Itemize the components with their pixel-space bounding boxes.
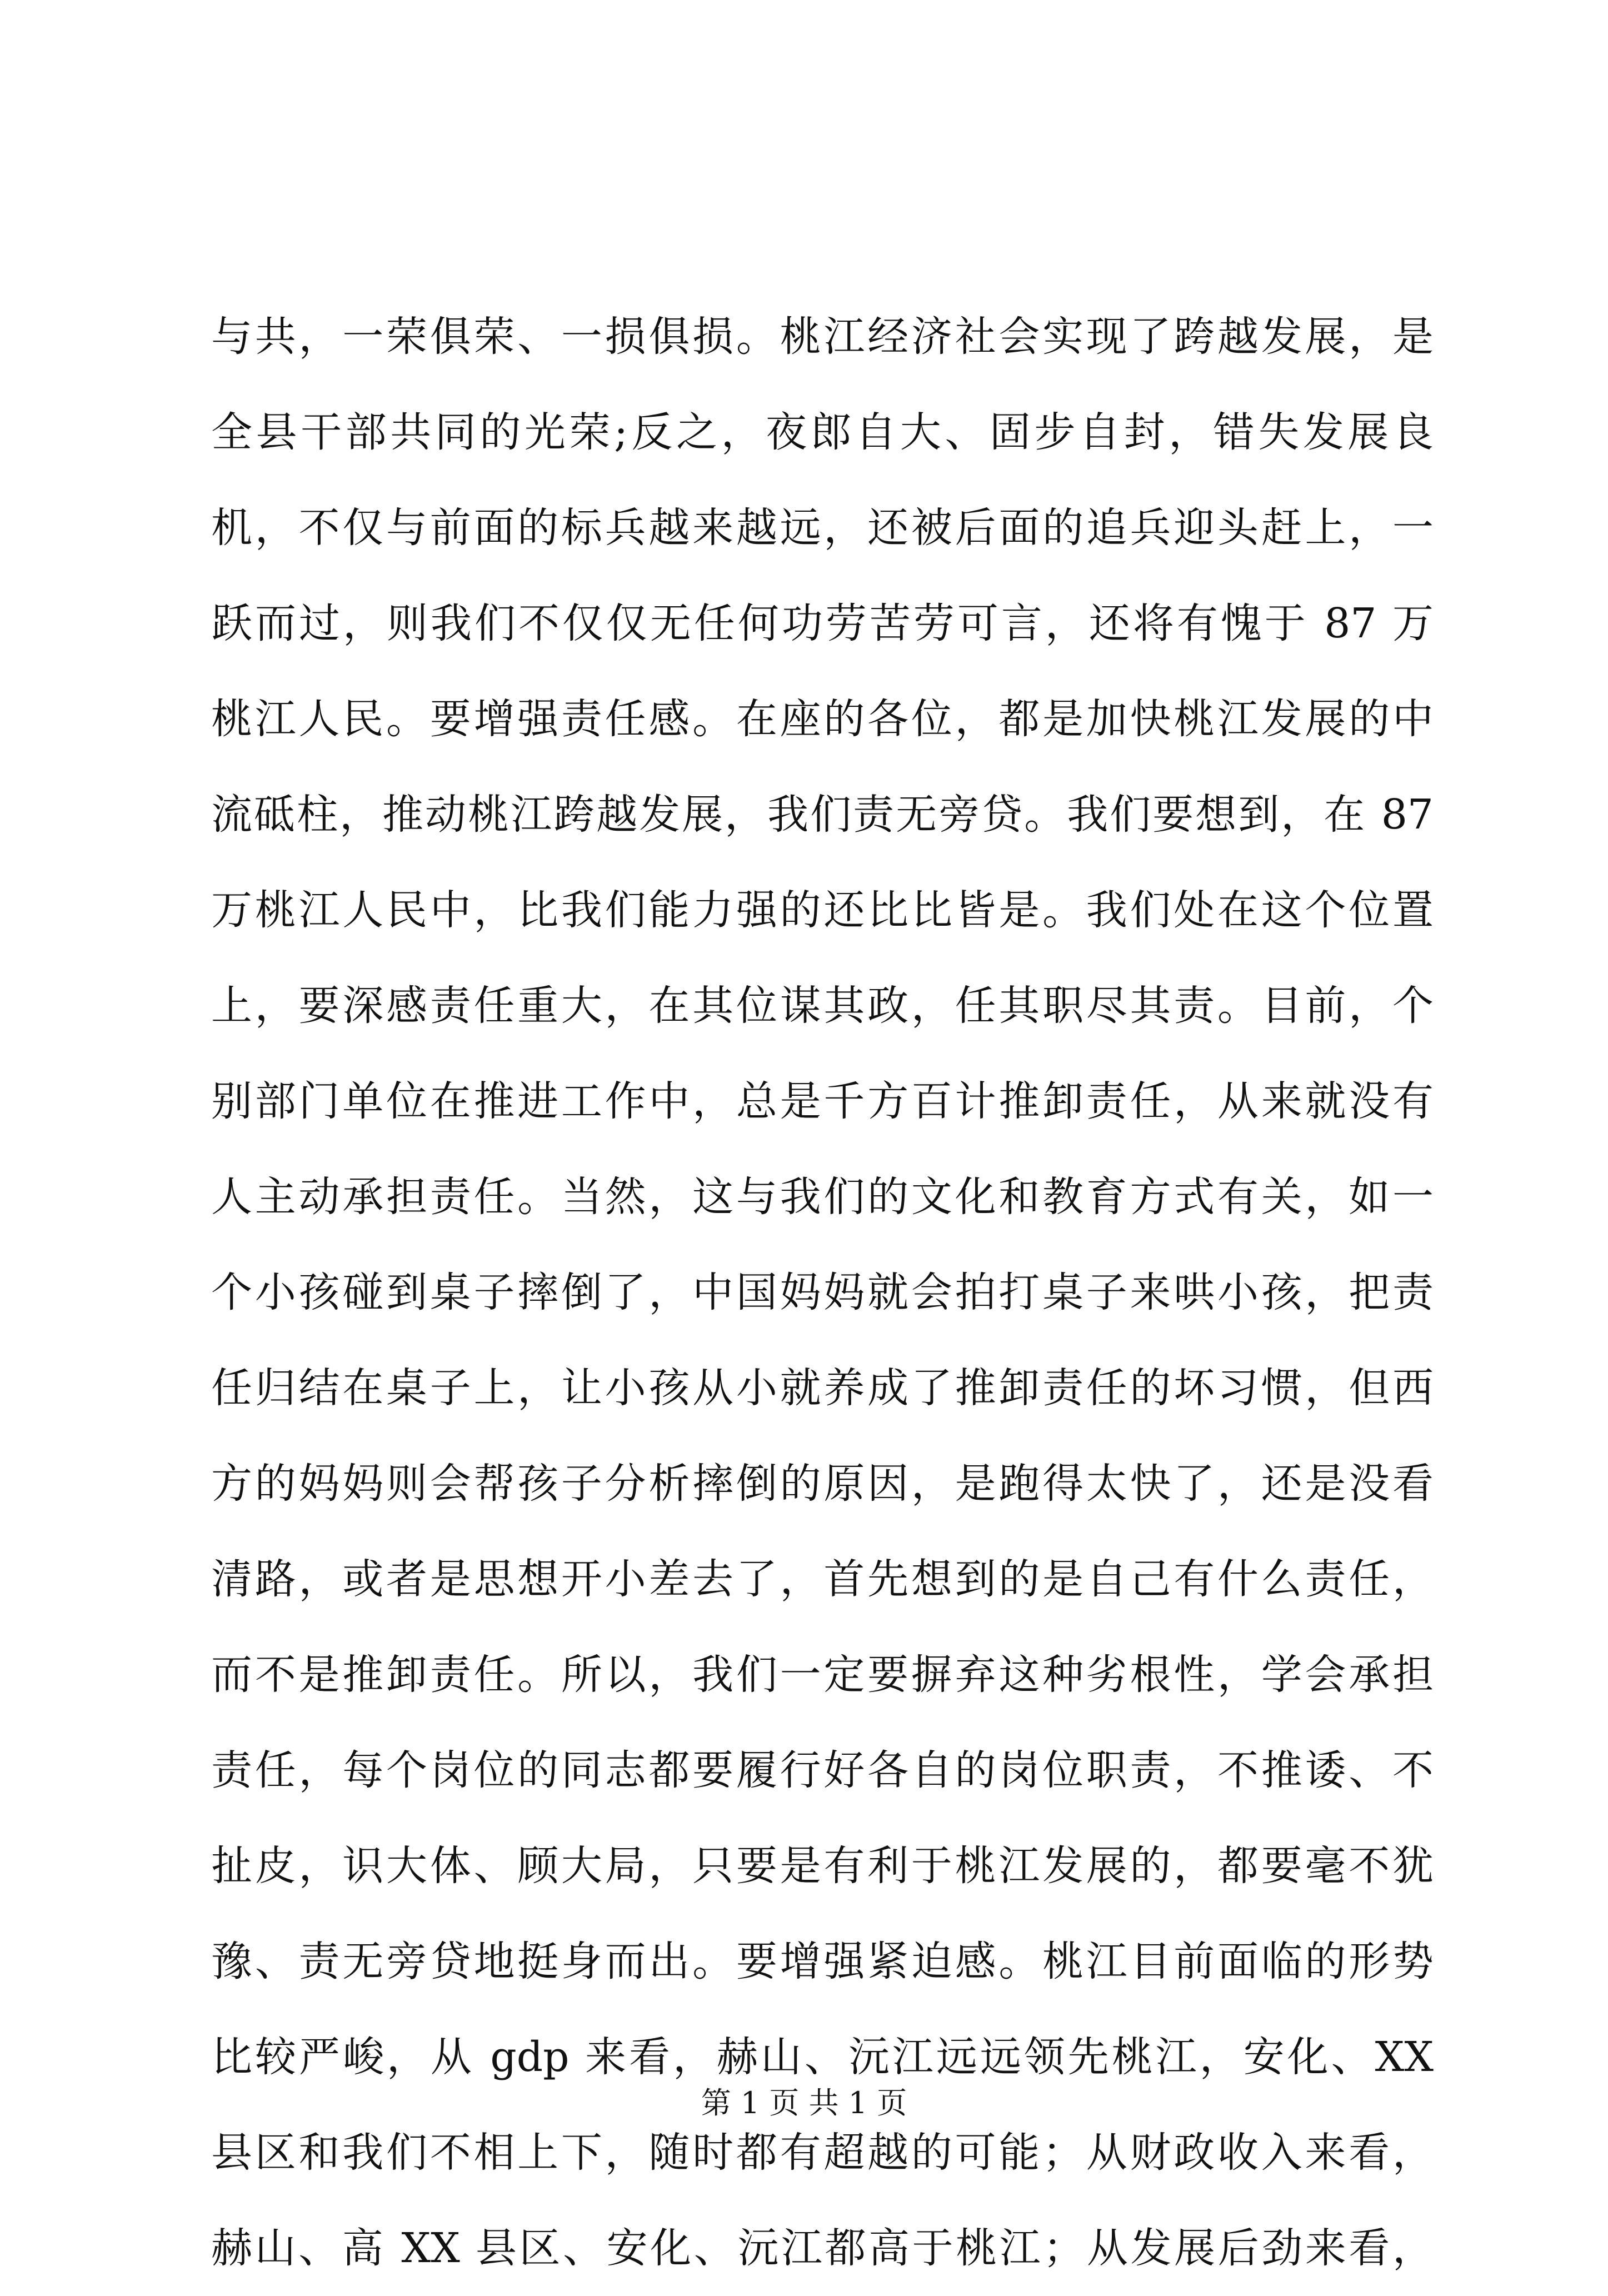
text-line: 扯皮，识大体、顾大局，只要是有利于桃江发展的，都要毫不犹 — [211, 1842, 1434, 1890]
text-line: 跃而过，则我们不仅仅无任何功劳苦劳可言，还将有愧于 87 万 — [211, 600, 1434, 647]
text-line: 人主动承担责任。当然，这与我们的文化和教育方式有关，如一 — [211, 1173, 1434, 1221]
page-number-label: 第 1 页 共 1 页 — [701, 2085, 907, 2120]
text-line: 任归结在桌子上，让小孩从小就养成了推卸责任的坏习惯，但西 — [211, 1364, 1434, 1412]
page-footer — [0, 2081, 1608, 2125]
text-line: 机，不仅与前面的标兵越来越远，还被后面的追兵迎头赶上，一 — [211, 504, 1434, 552]
text-line: 方的妈妈则会帮孩子分析摔倒的原因，是跑得太快了，还是没看 — [211, 1460, 1434, 1508]
text-line: 责任，每个岗位的同志都要履行好各自的岗位职责，不推诿、不 — [211, 1746, 1434, 1794]
text-line: 比较严峻，从 gdp 来看，赫山、沅江远远领先桃江，安化、XX — [211, 2033, 1434, 2081]
text-line: 而不是推卸责任。所以，我们一定要摒弃这种劣根性，学会承担 — [211, 1651, 1434, 1699]
text-line: 县区和我们不相上下，随时都有超越的可能；从财政收入来看， — [211, 2129, 1434, 2177]
text-line: 与共，一荣俱荣、一损俱损。桃江经济社会实现了跨越发展，是 — [211, 313, 1434, 361]
text-line: 赫山、高 XX 县区、安化、沅江都高于桃江；从发展后劲来看， — [211, 2224, 1434, 2272]
text-line: 全县干部共同的光荣;反之，夜郎自大、固步自封，错失发展良 — [211, 408, 1434, 456]
text-line: 个小孩碰到桌子摔倒了，中国妈妈就会拍打桌子来哄小孩，把责 — [211, 1269, 1434, 1316]
text-line: 流砥柱，推动桃江跨越发展，我们责无旁贷。我们要想到，在 87 — [211, 791, 1434, 838]
text-line: 万桃江人民中，比我们能力强的还比比皆是。我们处在这个位置 — [211, 886, 1434, 934]
body-text — [211, 289, 1434, 2296]
text-line: 别部门单位在推进工作中，总是千方百计推卸责任，从来就没有 — [211, 1077, 1434, 1125]
text-line: 豫、责无旁贷地挺身而出。要增强紧迫感。桃江目前面临的形势 — [211, 1938, 1434, 1985]
text-line: 清路，或者是思想开小差去了，首先想到的是自己有什么责任， — [211, 1555, 1434, 1603]
text-line: 桃江人民。要增强责任感。在座的各位，都是加快桃江发展的中 — [211, 695, 1434, 743]
text-line: 上，要深感责任重大，在其位谋其政，任其职尽其责。目前，个 — [211, 982, 1434, 1030]
